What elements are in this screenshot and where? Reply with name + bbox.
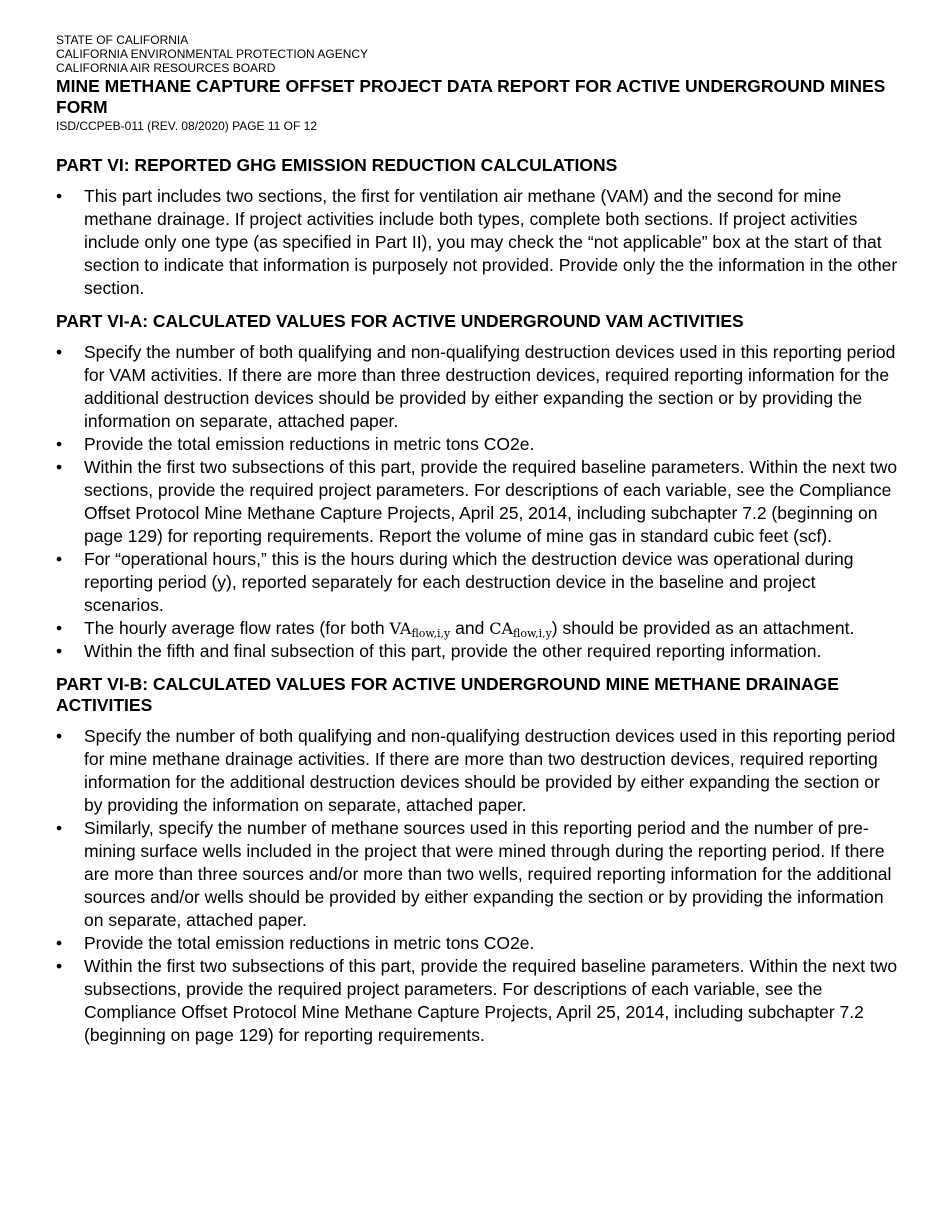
part6a-heading: PART VI-A: CALCULATED VALUES FOR ACTIVE UNDERGROUND VAM ACTIVITIES [56,311,744,331]
flow-text-before: The hourly average flow rates (for both [84,618,390,638]
bullet-icon: • [56,549,63,569]
header-agency: CALIFORNIA ENVIRONMENTAL PROTECTION AGENCY [56,47,369,61]
bullet-text: Within the fifth and final subsection of this part, provide the other required reporting information. [84,641,822,661]
list-item [56,617,898,640]
bullet-text: This part includes two sections, the first for ventilation air methane (VAM) and the second for mine methane drainage. If project activities include both types, complete both sections. If project activities include only one type (as specified in Part II), you may check the “not applicable” box at the start of that section to indicate that information is purposely not provided. Provide only the the information in the other section. [84,186,898,298]
list-item [56,548,898,617]
list-item [56,932,898,955]
bullet-text: For “operational hours,” this is the hours during which the destruction device was operational during reporting period (y), reported separately for each destruction device in the baseline and project scenarios. [84,549,854,615]
list-item [56,341,898,433]
form-id: ISD/CCPEB-011 (REV. 08/2020) PAGE 11 OF 12 [56,119,318,133]
bullet-icon: • [56,956,63,976]
ca-variable-main: CA [489,619,513,638]
bullet-icon: • [56,342,63,362]
list-item [56,725,898,817]
bullet-text: Similarly, specify the number of methane sources used in this reporting period and the number of pre-mining surface wells included in the project that were mined through during the reporting period. If there are more than three sources and/or more than two wells, required reporting information for the additional sources and/or wells should be provided by either expanding the section or by providing the information on separate, attached paper. [84,818,892,930]
bullet-icon: • [56,186,63,206]
va-flow-variable [389,619,450,638]
bullet-icon: • [56,618,63,638]
list-item [56,817,898,932]
bullet-text: Provide the total emission reductions in metric tons CO2e. [84,434,535,454]
bullet-text: Provide the total emission reductions in metric tons CO2e. [84,933,535,953]
bullet-icon: • [56,457,63,477]
document-page [56,33,898,1047]
list-item [56,955,898,1047]
bullet-text: Within the first two subsections of this part, provide the required baseline parameters. Within the next two sections, provide the required project parameters. For descriptions of each variable, see the Compliance Offset Protocol Mine Methane Capture Projects, April 25, 2014, including subchapter 7.2 (beginning on page 129) for reporting requirements. Report the volume of mine gas in standard cubic feet (scf). [84,457,898,546]
part6-bullet-list [56,185,898,300]
part6-heading: PART VI: REPORTED GHG EMISSION REDUCTION CALCULATIONS [56,155,618,175]
bullet-icon: • [56,818,63,838]
page-header [56,33,898,133]
flow-text-middle: and [450,618,490,638]
list-item [56,433,898,456]
bullet-icon: • [56,434,63,454]
bullet-text: Specify the number of both qualifying and non-qualifying destruction devices used in this reporting period for mine methane drainage activities. If there are more than two destruction devices, required reporting information for the additional destruction devices should be provided by either expanding the section or by providing the information on separate, attached paper. [84,726,896,815]
header-state: STATE OF CALIFORNIA [56,33,189,47]
va-variable-main: VA [389,619,412,638]
list-item [56,185,898,300]
part6a-bullet-list [56,341,898,663]
va-variable-subscript: flow,i,y [411,627,451,640]
bullet-text: Within the first two subsections of this part, provide the required baseline parameters. Within the next two subsections, provide the required project parameters. For descriptions of each variable, see the Compliance Offset Protocol Mine Methane Capture Projects, April 25, 2014, including subchapter 7.2 (beginning on page 129) for reporting requirements. [84,956,898,1045]
list-item [56,456,898,548]
part6b-heading: PART VI-B: CALCULATED VALUES FOR ACTIVE UNDERGROUND MINE METHANE DRAINAGE ACTIVITIES [56,674,839,715]
part6b-bullet-list [56,725,898,1047]
ca-flow-variable [489,619,552,638]
header-board: CALIFORNIA AIR RESOURCES BOARD [56,61,276,75]
form-title: MINE METHANE CAPTURE OFFSET PROJECT DATA REPORT FOR ACTIVE UNDERGROUND MINES FORM [56,76,886,117]
bullet-icon: • [56,726,63,746]
bullet-icon: • [56,933,63,953]
list-item [56,640,898,663]
ca-variable-subscript: flow,i,y [513,627,552,640]
bullet-text: Specify the number of both qualifying and non-qualifying destruction devices used in this reporting period for VAM activities. If there are more than three destruction devices, required reporting information for the additional destruction devices should be provided by either expanding the section or by providing the information on separate, attached paper. [84,342,896,431]
flow-text-after: ) should be provided as an attachment. [551,618,855,638]
bullet-icon: • [56,641,63,661]
